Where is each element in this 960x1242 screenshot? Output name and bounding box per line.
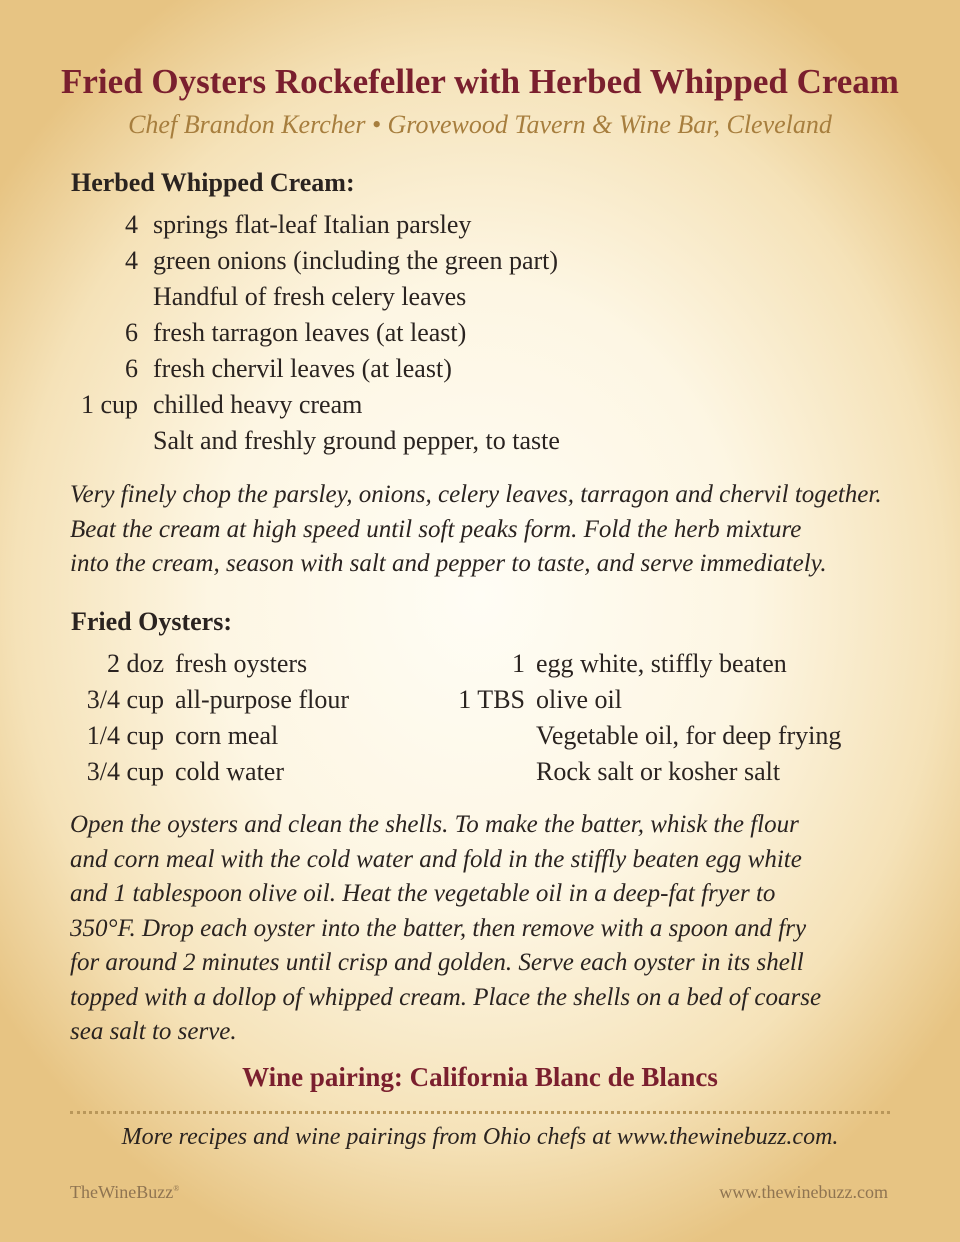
ingredient-item: all-purpose flour bbox=[175, 685, 350, 714]
ingredient-row bbox=[450, 682, 622, 718]
ingredient-item: Salt and freshly ground pepper, to taste bbox=[153, 426, 560, 455]
fried-oysters-heading: Fried Oysters: bbox=[71, 607, 233, 636]
ingredient-row bbox=[70, 387, 362, 423]
directions-line: and corn meal with the cold water and fold in the stiffly beaten egg white bbox=[70, 845, 802, 873]
recipe-title: Fried Oysters Rockefeller with Herbed Whipped Cream bbox=[61, 62, 899, 101]
ingredient-item: fresh chervil leaves (at least) bbox=[153, 354, 452, 383]
ingredient-qty: 1/4 cup bbox=[86, 721, 164, 750]
ingredient-qty: 3/4 cup bbox=[86, 685, 164, 714]
ingredient-item: fresh tarragon leaves (at least) bbox=[153, 318, 467, 347]
directions-line: into the cream, season with salt and pepper to taste, and serve immediately. bbox=[70, 550, 827, 577]
ingredient-item: olive oil bbox=[536, 685, 622, 714]
ingredient-item: cold water bbox=[175, 757, 285, 786]
ingredient-qty: 1 TBS bbox=[458, 685, 525, 714]
registered-mark: ® bbox=[173, 1184, 180, 1193]
directions-line: 350°F. Drop each oyster into the batter, then remove with a spoon and fry bbox=[70, 914, 807, 942]
ingredient-row bbox=[70, 315, 466, 351]
herbed-cream-directions bbox=[70, 478, 900, 582]
directions-line: Beat the cream at high speed until soft peaks form. Fold the herb mixture bbox=[70, 515, 802, 543]
more-recipes-note: More recipes and wine pairings from Ohio chefs at www.thewinebuzz.com. bbox=[121, 1124, 839, 1150]
ingredient-row bbox=[70, 243, 558, 279]
ingredient-row bbox=[450, 646, 787, 682]
dotted-divider bbox=[70, 1111, 890, 1114]
directions-line: Very finely chop the parsley, onions, celery leaves, tarragon and chervil together. bbox=[70, 481, 882, 508]
ingredient-row bbox=[70, 207, 471, 243]
ingredient-item: green onions (including the green part) bbox=[153, 246, 559, 275]
ingredient-item: egg white, stiffly beaten bbox=[536, 649, 787, 678]
ingredient-row bbox=[70, 423, 560, 459]
ingredient-qty: 2 doz bbox=[106, 649, 164, 678]
brand-name: TheWineBuzz bbox=[70, 1182, 174, 1202]
chef-subtitle: Chef Brandon Kercher • Grovewood Tavern & Wine Bar, Cleveland bbox=[128, 110, 832, 139]
fried-oysters-directions bbox=[70, 808, 900, 1050]
ingredient-qty: 6 bbox=[125, 318, 138, 347]
footer-url[interactable]: www.thewinebuzz.com bbox=[719, 1182, 888, 1202]
ingredient-row bbox=[450, 718, 841, 754]
ingredient-qty: 4 bbox=[125, 210, 138, 239]
ingredient-item: corn meal bbox=[175, 721, 279, 750]
ingredient-row bbox=[70, 718, 278, 754]
ingredient-item: springs flat-leaf Italian parsley bbox=[153, 210, 472, 239]
directions-line: Open the oysters and clean the shells. To make the batter, whisk the flour bbox=[70, 811, 799, 838]
ingredient-row bbox=[70, 682, 349, 718]
directions-line: topped with a dollop of whipped cream. Place the shells on a bed of coarse bbox=[70, 983, 822, 1011]
ingredient-row bbox=[70, 351, 452, 387]
ingredient-qty: 3/4 cup bbox=[86, 757, 164, 786]
ingredient-qty: 6 bbox=[125, 354, 138, 383]
ingredient-item: chilled heavy cream bbox=[153, 390, 363, 419]
ingredient-qty: 1 bbox=[512, 649, 525, 678]
ingredient-item: Rock salt or kosher salt bbox=[536, 757, 781, 786]
directions-line: and 1 tablespoon olive oil. Heat the vegetable oil in a deep-fat fryer to bbox=[70, 880, 776, 907]
directions-line: sea salt to serve. bbox=[70, 1018, 237, 1045]
wine-pairing: Wine pairing: California Blanc de Blancs bbox=[242, 1062, 718, 1092]
ingredient-item: Handful of fresh celery leaves bbox=[153, 282, 467, 311]
ingredient-row bbox=[70, 279, 466, 315]
ingredient-row bbox=[70, 646, 307, 682]
herbed-cream-heading: Herbed Whipped Cream: bbox=[71, 168, 355, 197]
ingredient-row bbox=[450, 754, 780, 790]
ingredient-qty: 4 bbox=[125, 246, 138, 275]
ingredient-row bbox=[70, 754, 284, 790]
ingredient-item: Vegetable oil, for deep frying bbox=[536, 721, 842, 750]
directions-line: for around 2 minutes until crisp and golden. Serve each oyster in its shell bbox=[70, 949, 804, 976]
ingredient-qty: 1 cup bbox=[80, 390, 138, 419]
footer-brand bbox=[70, 1182, 179, 1203]
ingredient-item: fresh oysters bbox=[175, 649, 308, 678]
